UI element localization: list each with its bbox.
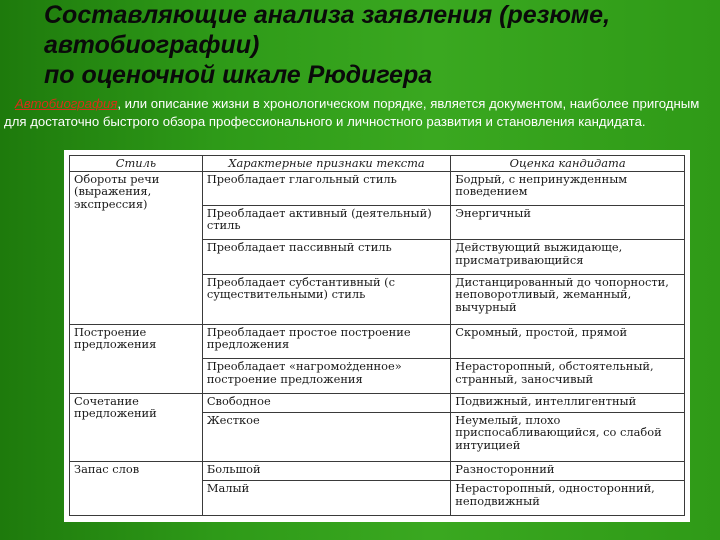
table-row	[70, 171, 685, 205]
sign-cell: Преобладает простое построение предложения	[202, 324, 450, 358]
title-line-2: автобиографии)	[44, 31, 260, 59]
intro-paragraph	[4, 95, 716, 131]
rating-cell: Нерасторопный, односторонний, неподвижный	[451, 481, 685, 516]
rating-cell: Действующий выжидающе, присматривающийся	[451, 240, 685, 274]
style-cell: Запас слов	[70, 462, 203, 516]
table-row	[70, 393, 685, 412]
rating-cell: Энергичный	[451, 205, 685, 239]
intro-highlight: Автобиография	[15, 96, 118, 111]
table-row	[70, 324, 685, 358]
header-signs: Характерные признаки текста	[202, 156, 450, 172]
style-cell: Обороты речи (выражения, экспрессия)	[70, 171, 203, 324]
rudiger-scale-table	[69, 155, 685, 516]
header-rating: Оценка кандидата	[451, 156, 685, 172]
header-style: Стиль	[70, 156, 203, 172]
sign-cell: Преобладает «нагромożденное» построение предложения	[202, 359, 450, 393]
rating-cell: Разносторонний	[451, 462, 685, 481]
sign-cell: Малый	[202, 481, 450, 516]
title-line-1: Составляющие анализа заявления (резюме,	[44, 1, 611, 29]
sign-cell: Преобладает глагольный стиль	[202, 171, 450, 205]
style-cell: Построение предложения	[70, 324, 203, 393]
style-cell: Сочетание предложений	[70, 393, 203, 462]
rating-cell: Нерасторопный, обстоятельный, странный, заносчивый	[451, 359, 685, 393]
intro-text: , или описание жизни в хронологическом порядке, является документом, наиболее пригодным для достаточно быстрого обзора профессионального и личностного развития и становления кандидата.	[4, 96, 700, 129]
rudiger-table-frame	[64, 150, 690, 522]
title-line-3: по оценочной шкале Рюдигера	[44, 61, 433, 89]
rating-cell: Подвижный, интеллигентный	[451, 393, 685, 412]
sign-cell: Свободное	[202, 393, 450, 412]
rating-cell: Неумелый, плохо приспосабливающийся, со слабой интуицией	[451, 412, 685, 462]
rating-cell: Дистанцированный до чопорности, неповоротливый, жеманный, вычурный	[451, 274, 685, 324]
table-header-row	[70, 156, 685, 172]
sign-cell: Преобладает пассивный стиль	[202, 240, 450, 274]
table-row	[70, 462, 685, 481]
slide-title	[44, 0, 704, 90]
sign-cell: Преобладает субстантивный (с существительными) стиль	[202, 274, 450, 324]
sign-cell: Преобладает активный (деятельный) стиль	[202, 205, 450, 239]
rating-cell: Скромный, простой, прямой	[451, 324, 685, 358]
sign-cell: Жесткое	[202, 412, 450, 462]
sign-cell: Большой	[202, 462, 450, 481]
rating-cell: Бодрый, с непринужденным поведением	[451, 171, 685, 205]
